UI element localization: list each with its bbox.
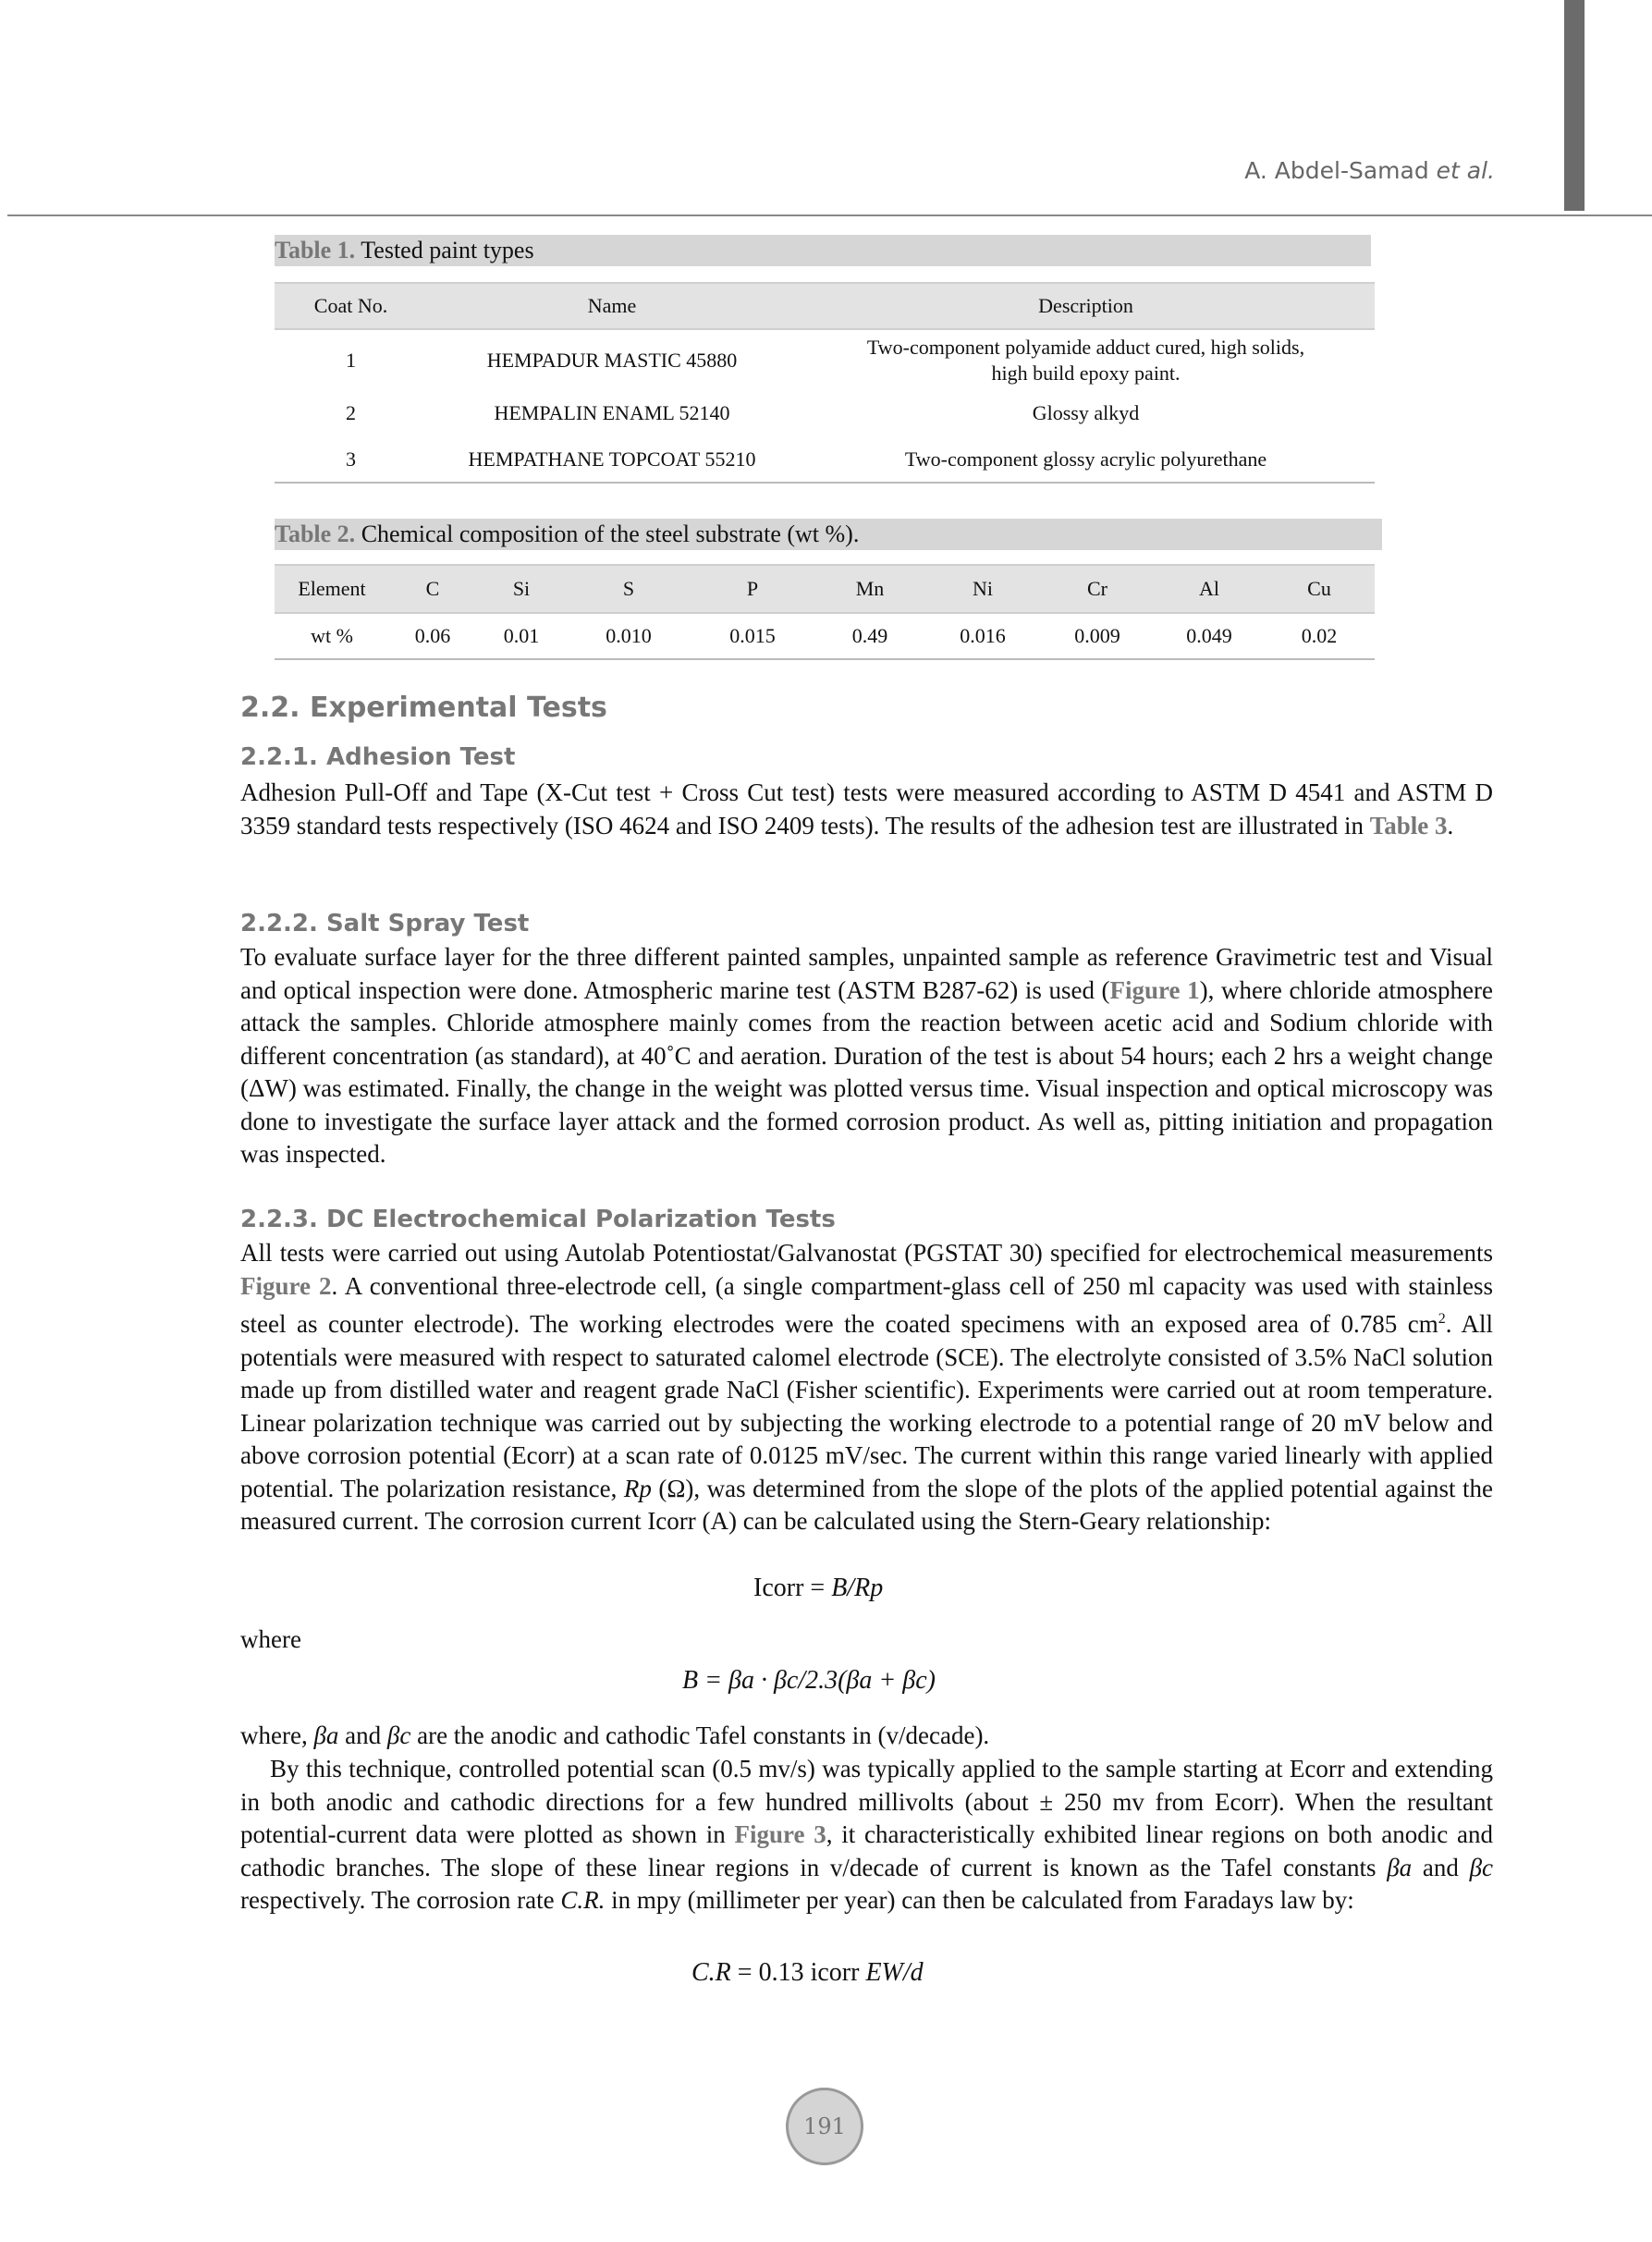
table1-cell: 1 [346, 348, 356, 372]
subsection-heading: 2.2.2. Salt Spray Test [240, 910, 530, 937]
paragraph-tafel: By this technique, controlled potential scan (0.5 mv/s) was typically applied to the sample starting at Ecorr and extending in both anodic and cathodic directions for a few hundred millivolts (about ± 250 mv from Ecorr). When the resultant potential-current data were plotted as shown in Figure 3, it characteristically exhibited linear regions on both anodic and cathodic branches. The slope of these linear regions in v/decade of current is known as the Tafel constants βa and βc respectively. The corrosion rate C.R. in mpy (millimeter per year) can then be calculated from Faradays law by: [240, 1755, 1494, 1914]
table1-cell: HEMPATHANE TOPCOAT 55210 [427, 436, 797, 483]
table2-header-cell: Al [1155, 565, 1264, 613]
table2-label: Table 2. [275, 521, 356, 547]
table-ref-link[interactable]: Table 3 [1369, 811, 1448, 839]
figure-ref-link[interactable]: Figure 2 [240, 1271, 332, 1300]
table2-header-cell: Cr [1040, 565, 1155, 613]
where-tafel: where, βa and βc are the anodic and cathodic Tafel constants in (v/decade). [240, 1721, 990, 1749]
equation-corrosion-rate: C.R = 0.13 icorr EW/d [691, 1958, 924, 1987]
table2-header-cell: Si [476, 565, 567, 613]
figure-ref-link[interactable]: Figure 3 [734, 1820, 826, 1848]
table2-header-cell: Element [275, 565, 389, 613]
table-row [275, 329, 1375, 390]
table2-caption-text: Chemical composition of the steel substrate (wt %). [361, 521, 860, 547]
table2-cell: 0.016 [925, 613, 1040, 659]
table1 [275, 282, 1375, 484]
table2-header-cell: S [567, 565, 691, 613]
table1-cell: Two-component glossy acrylic polyurethane [797, 436, 1375, 483]
table2-header-cell: Ni [925, 565, 1040, 613]
table1-cell: HEMPADUR MASTIC 45880 [486, 348, 738, 372]
table1-header-cell: Coat No. [275, 283, 427, 329]
table1-cell: 2 [346, 401, 356, 424]
table2-header-cell: Mn [814, 565, 925, 613]
table2-cell: 0.02 [1264, 613, 1375, 659]
table1-header-cell: Name [427, 283, 797, 329]
section-heading: 2.2. Experimental Tests [240, 692, 607, 724]
table1-caption [275, 235, 1371, 266]
figure-ref-link[interactable]: Figure 1 [1109, 975, 1200, 1004]
header-rule [7, 214, 1652, 216]
equation-icorr: Icorr = B/Rp [753, 1574, 884, 1602]
paragraph-polarization: All tests were carried out using Autolab Potentiostat/Galvanostat (PGSTAT 30) specified for electrochemical measurements Figure 2. A conventional three-electrode cell, (a single compartment-glass cell of 250 ml capacity was used with stainless steel as counter electrode). The working electrodes were the coated specimens with an exposed area of 0.785 $cm^2$. All potentials were measured with respect to saturated calomel electrode (SCE). The electrolyte consisted of 3.5% NaCl solution made up from distilled water and reagent grade NaCl (Fisher scientific). Experiments were carried out at room temperature. Linear polarization technique was carried out by subjecting the working electrode to a potential range of 20 mV below and above corrosion potential (Ecorr) at a scan rate of 0.0125 mV/sec. The current within this range varied linearly with applied potential. The polarization resistance, Rp (Ω), was determined from the slope of the plots of the applied potential against the measured current. The corrosion current Icorr (A) can be calculated using the Stern-Geary relationship: [240, 1239, 1494, 1535]
table-row [275, 436, 1375, 483]
table2-header-cell: Cu [1264, 565, 1375, 613]
page-edge-bar [1564, 0, 1585, 211]
table2-cell: 0.49 [814, 613, 925, 659]
table1-label: Table 1. [275, 237, 356, 263]
table2-cell: wt % [275, 613, 389, 659]
table2-cell: 0.06 [389, 613, 476, 659]
table1-cell: 3 [275, 436, 427, 483]
where-label: where [240, 1625, 301, 1653]
table1-cell-line: high build epoxy paint. [991, 361, 1181, 385]
table2-cell: 0.015 [691, 613, 814, 659]
paragraph-adhesion: Adhesion Pull-Off and Tape (X-Cut test + Cross Cut test) tests were measured according to ASTM D 4541 and ASTM D 3359 standard tests respectively (ISO 4624 and ISO 2409 tests). The results of the adhesion test are illustrated in Table 3. [240, 778, 1493, 839]
table2-cell: 0.049 [1155, 613, 1264, 659]
equation-b: B = βa · βc/2.3(βa + βc) [682, 1666, 936, 1695]
table2-cell: 0.01 [476, 613, 567, 659]
page-number: 191 [786, 2088, 863, 2165]
table2-header-cell: C [389, 565, 476, 613]
table-row [275, 613, 1375, 659]
subsection-heading: 2.2.1. Adhesion Test [240, 743, 516, 771]
table2-caption [275, 519, 1382, 550]
table1-header-cell: Description [797, 283, 1375, 329]
table2-cell: 0.010 [567, 613, 691, 659]
table2-header-cell: P [691, 565, 814, 613]
table1-caption-text: Tested paint types [361, 237, 534, 263]
subsection-heading: 2.2.3. DC Electrochemical Polarization Tests [240, 1206, 836, 1233]
table1-cell [797, 329, 1375, 390]
table-row [275, 390, 1375, 436]
table1-cell: Glossy alkyd [1032, 401, 1140, 424]
running-header: A. Abdel-Samad et al. [1244, 157, 1495, 184]
table1-cell: HEMPALIN ENAML 52140 [494, 401, 730, 424]
table1-cell-line: Two-component polyamide adduct cured, high solids, [866, 335, 1305, 359]
paragraph-salt-spray: To evaluate surface layer for the three different painted samples, unpainted sample as reference Gravimetric test and Visual and optical inspection were done. Atmospheric marine test (ASTM B287-62) is used (Figure 1), where chloride atmosphere attack the samples. Chloride atmosphere mainly comes from the reaction between acetic acid and Sodium chloride with different concentration (as standard), at 40˚C and aeration. Duration of the test is about 54 hours; each 2 hrs a weight change (ΔW) was estimated. Finally, the change in the weight was plotted versus time. Visual inspection and optical microscopy was done to investigate the surface layer attack and the formed corrosion product. As well as, pitting initiation and propagation was inspected. [240, 943, 1493, 1168]
table2-cell: 0.009 [1040, 613, 1155, 659]
table2 [275, 564, 1375, 660]
